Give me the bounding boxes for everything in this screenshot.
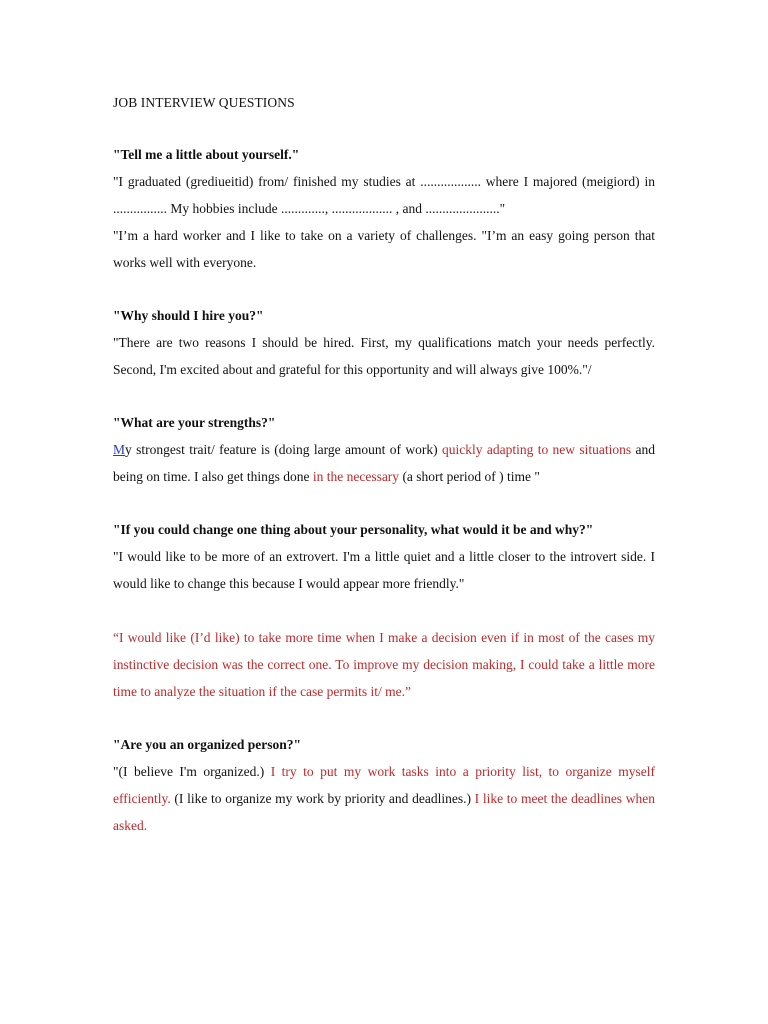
answer-text: (I like to organize my work by priority and deadlines.): [170, 791, 475, 806]
answer-paragraph: [113, 758, 655, 839]
question-heading: "If you could change one thing about your personality, what would it be and why?": [113, 522, 594, 537]
answer-text: (a short period of ) time ": [399, 469, 540, 484]
answer-paragraph: "There are two reasons I should be hired. First, my qualifications match your needs perfectly. Second, I'm excited about and grateful for this opportunity and will always give 100%."/: [113, 335, 655, 377]
section-organized-person: [113, 731, 655, 839]
question-heading: "Are you an organized person?": [113, 737, 301, 752]
answer-paragraph-red: “I would like (I’d like) to take more time when I make a decision even if in most of the cases my instinctive decision was the correct one. To improve my decision making, I could take a little more time to analyze the situation if the case permits it/ me.”: [113, 630, 655, 699]
underlined-letter: M: [113, 442, 126, 457]
section-strengths: [113, 409, 655, 490]
answer-paragraph: [113, 436, 655, 490]
highlighted-text: I try to put my work tasks into a priority list, to organize myself efficiently.: [113, 764, 655, 806]
section-change-personality: [113, 516, 655, 705]
answer-text: and being on time. I also get things done: [113, 442, 656, 484]
answer-text: y strongest trait/ feature is (doing large amount of work): [125, 442, 442, 457]
section-tell-me-about-yourself: [113, 141, 655, 276]
answer-paragraph: "I graduated (grediueitid) from/ finished my studies at .................. where I majored (meigiord) in ................ My hobbies include ............., .................. , and ......................": [113, 174, 655, 216]
question-heading: "Tell me a little about yourself.": [113, 147, 300, 162]
document-title: JOB INTERVIEW QUESTIONS: [113, 95, 295, 110]
section-why-hire-you: [113, 302, 655, 383]
answer-paragraph: "I would like to be more of an extrovert. I'm a little quiet and a little closer to the introvert side. I would like to change this because I would appear more friendly.": [113, 549, 655, 591]
highlighted-text: I like to meet the deadlines when asked.: [113, 791, 655, 833]
highlighted-text: quickly adapting to new situations: [442, 442, 632, 457]
answer-paragraph: "I’m a hard worker and I like to take on a variety of challenges. "I’m an easy going person that works well with everyone.: [113, 228, 655, 270]
question-heading: "What are your strengths?": [113, 415, 276, 430]
question-heading: "Why should I hire you?": [113, 308, 264, 323]
highlighted-text: in the necessary: [312, 469, 400, 484]
answer-text: "(I believe I'm organized.): [113, 764, 271, 779]
